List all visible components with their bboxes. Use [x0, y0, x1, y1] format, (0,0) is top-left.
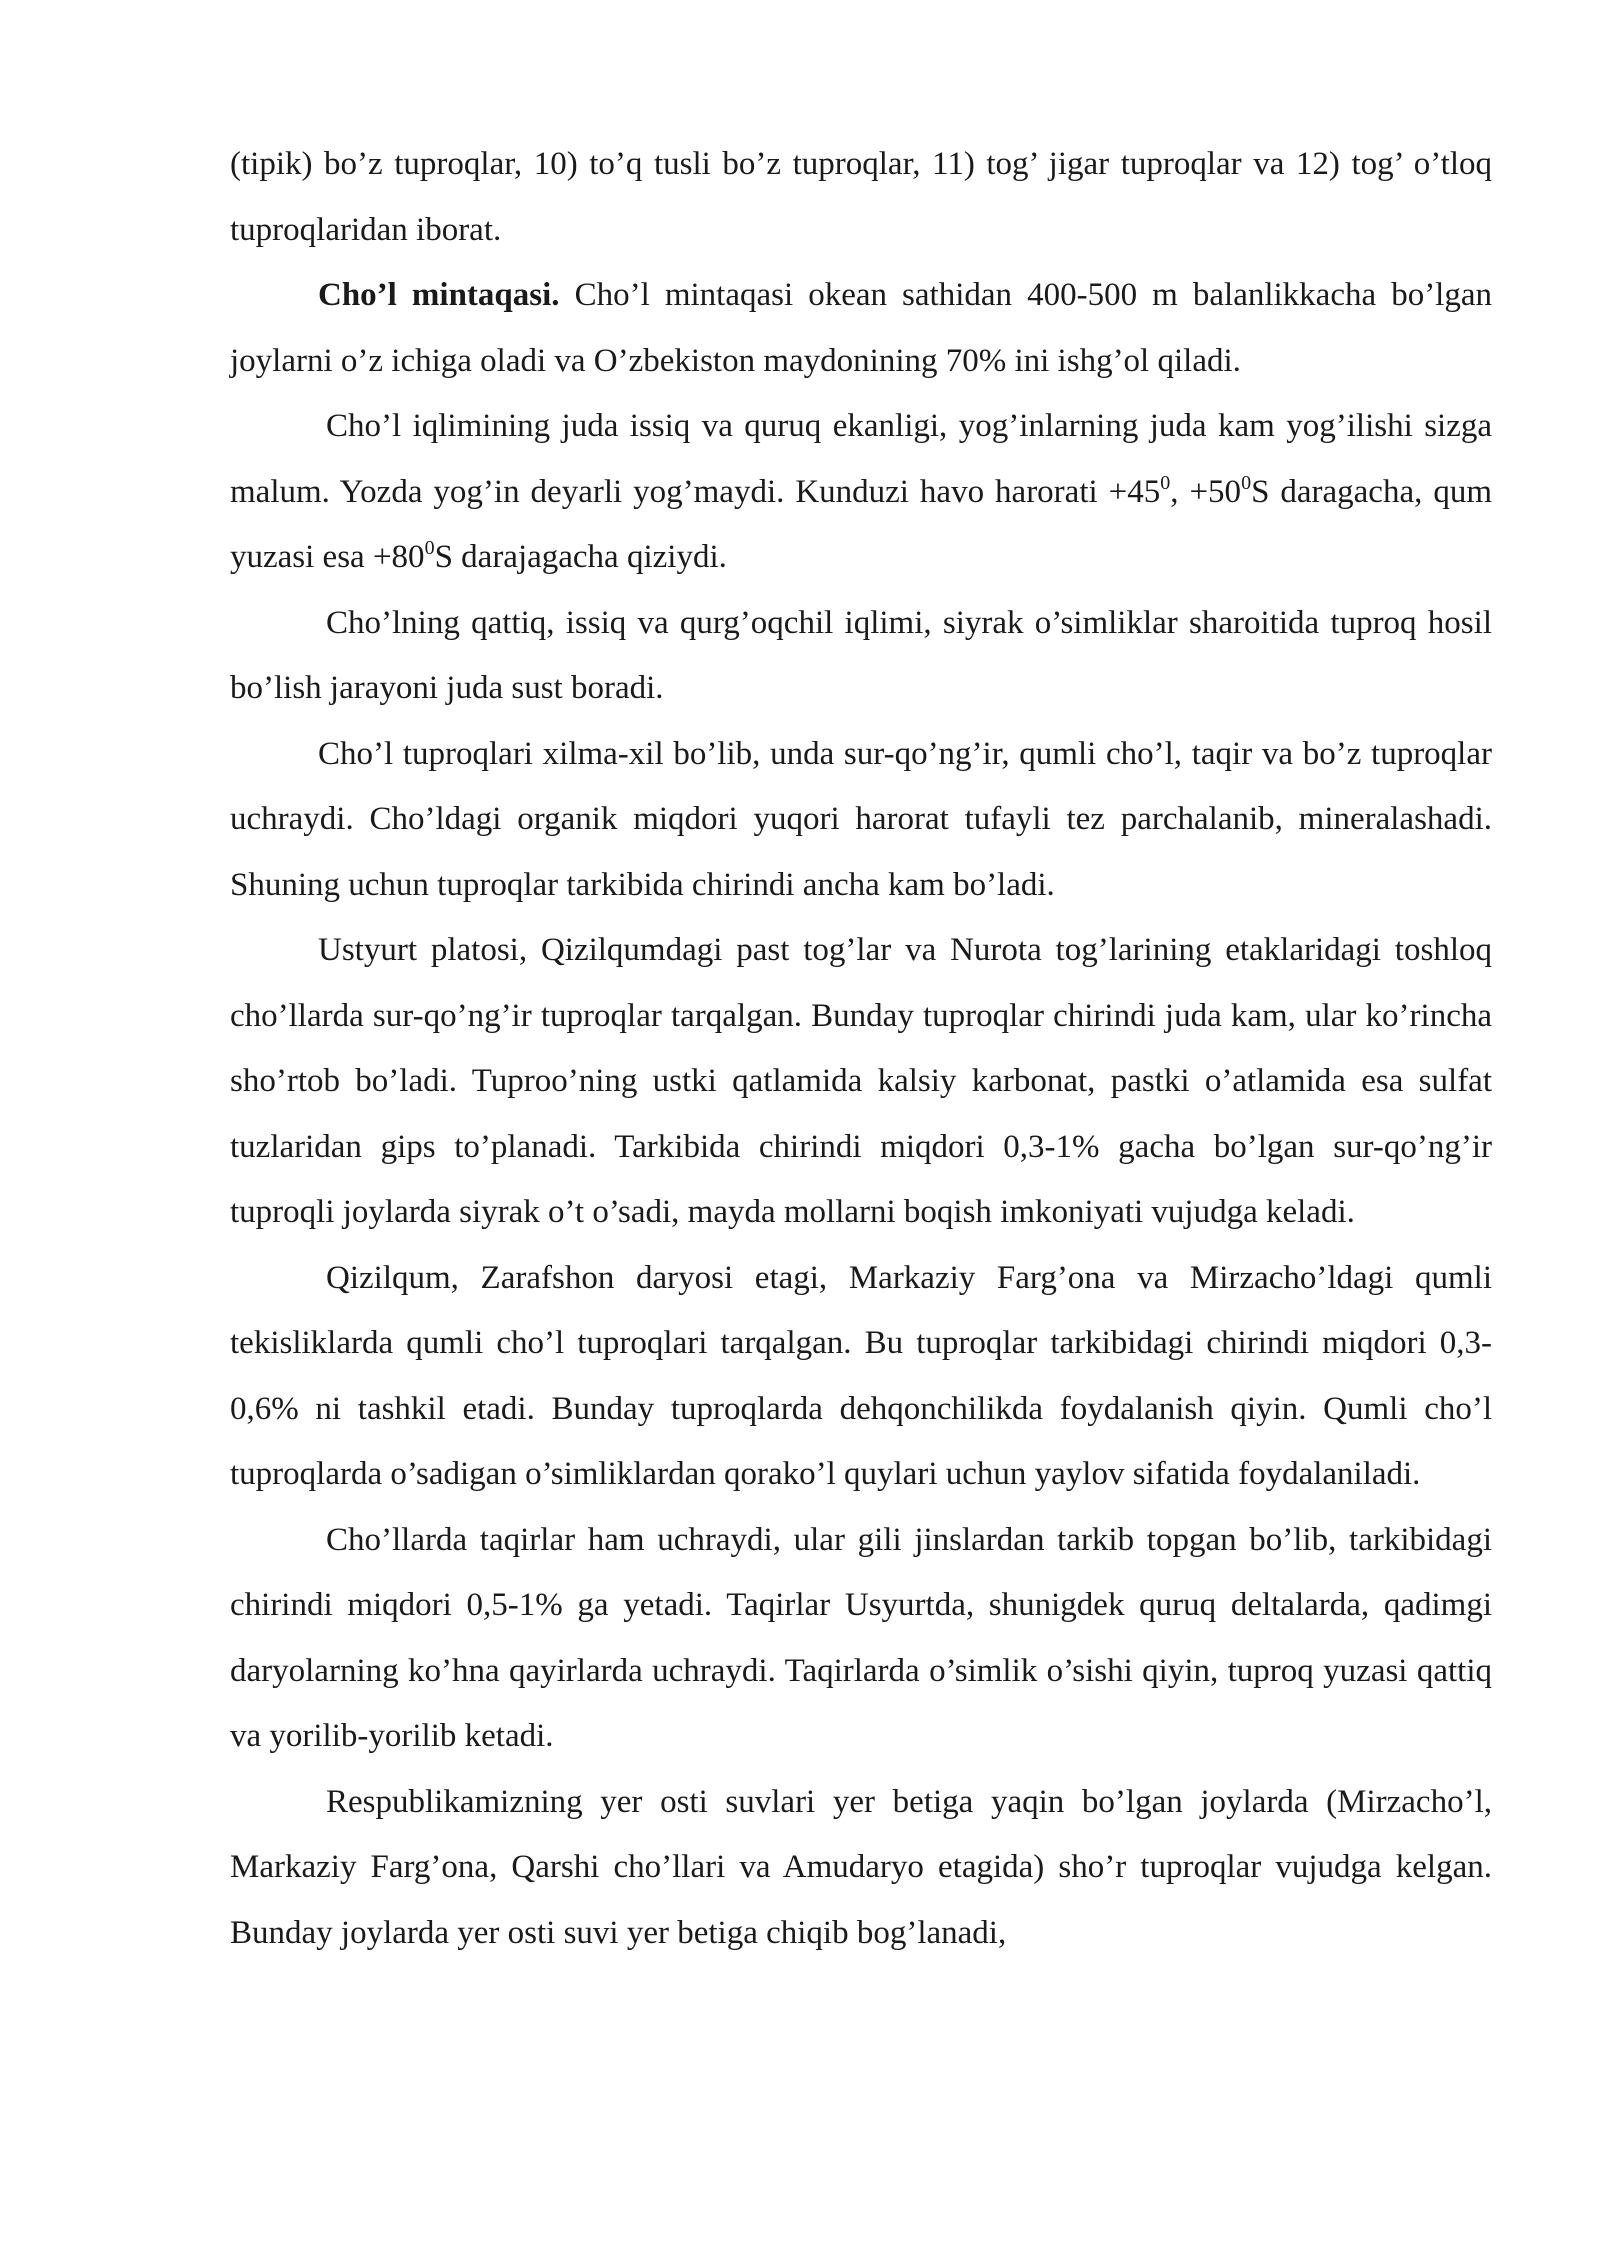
paragraph-desert-zone-text: Cho’l mintaqasi okean sathidan 400-500 m balanlikkacha bo’lgan joylarni o’z ichiga oladi va O’zbekiston maydonining 70% ini ishg’ol qiladi.	[230, 277, 1492, 379]
climate-text-4: S darajagacha qiziydi.	[434, 539, 727, 575]
paragraph-desert-climate	[230, 394, 1492, 591]
paragraph-kyzylkum: Qizilqum, Zarafshon daryosi etagi, Markaziy Farg’ona va Mirzacho’ldagi qumli tekisliklarda qumli cho’l tuproqlari tarqalgan. Bu tuproqlar tarkibidagi chirindi miqdori 0,3-0,6% ni tashkil etadi. Bunday tuproqlarda dehqonchilikda foydalanish qiyin. Qumli cho’l tuproqlarda o’sadigan o’simliklardan qorako’l quylari uchun yaylov sifatida foydalaniladi.	[230, 1259, 1492, 1492]
document-page	[230, 132, 1492, 1966]
climate-text-2: , +50	[1170, 473, 1242, 510]
paragraph-desert-soils: Cho’l tuproqlari xilma-xil bo’lib, unda sur-qo’ng’ir, qumli cho’l, taqir va bo’z tuproqlar uchraydi. Cho’ldagi organik miqdori yuqori harorat tufayli tez parchalanib, mineralashadi. Shuning uchun tuproqlar tarkibida chirindi ancha kam bo’ladi.	[230, 735, 1492, 903]
paragraph-ustyurt: Ustyurt platosi, Qizilqumdagi past tog’lar va Nurota tog’larining etaklaridagi toshloq cho’llarda sur-qo’ng’ir tuproqlar tarqalgan. Bunday tuproqlar chirindi juda kam, ular ko’rincha sho’rtob bo’ladi. Tuproo’ning ustki qatlamida kalsiy karbonat, pastki o’atlamida esa sulfat tuzlaridan gips to’planadi. Tarkibida chirindi miqdori 0,3-1% gacha bo’lgan sur-qo’ng’ir tuproqli joylarda siyrak o’t o’sadi, mayda mollarni boqish imkoniyati vujudga keladi.	[230, 932, 1492, 1230]
paragraph-takyrs: Cho’llarda taqirlar ham uchraydi, ular gili jinslardan tarkib topgan bo’lib, tarkibidagi chirindi miqdori 0,5-1% ga yetadi. Taqirlar Usyurtda, shunigdek quruq deltalarda, qadimgi daryolarning ko’hna qayirlarda uchraydi. Taqirlarda o’simlik o’sishi qiyin, tuproq yuzasi qattiq va yorilib-yorilib ketadi.	[230, 1521, 1492, 1754]
paragraph-saline-soils: Respublikamizning yer osti suvlari yer betiga yaqin bo’lgan joylarda (Mirzacho’l, Markaziy Farg’ona, Qarshi cho’llari va Amudaryo etagida) sho’r tuproqlar vujudga kelgan. Bunday joylarda yer osti suvi yer betiga chiqib bog’lanadi,	[230, 1783, 1492, 1951]
degree-sup-2: 0	[1241, 471, 1252, 494]
section-heading-desert-zone: Cho’l mintaqasi.	[318, 277, 560, 313]
paragraph-soil-formation: Cho’lning qattiq, issiq va qurg’oqchil iqlimi, siyrak o’simliklar sharoitida tuproq hosil bo’lish jarayoni juda sust boradi.	[230, 604, 1492, 706]
paragraph-desert-zone	[230, 263, 1492, 394]
degree-sup-3: 0	[424, 537, 435, 559]
climate-text-1: Cho’l iqlimining juda issiq va quruq ekanligi, yog’inlarning juda kam yog’ilishi sizga malum. Yozda yog’in deyarli yog’maydi. Kunduzi havo harorati +45	[230, 408, 1492, 510]
degree-sup-1: 0	[1160, 471, 1171, 494]
climate-text-3: S daragacha, qum yuzasi esa +80	[230, 473, 1492, 575]
paragraph-soil-list-end: (tipik) bo’z tuproqlar, 10) to’q tusli bo’z tuproqlar, 11) tog’ jigar tuproqlar va 12) tog’ o’tloq tuproqlaridan iborat.	[230, 146, 1492, 248]
